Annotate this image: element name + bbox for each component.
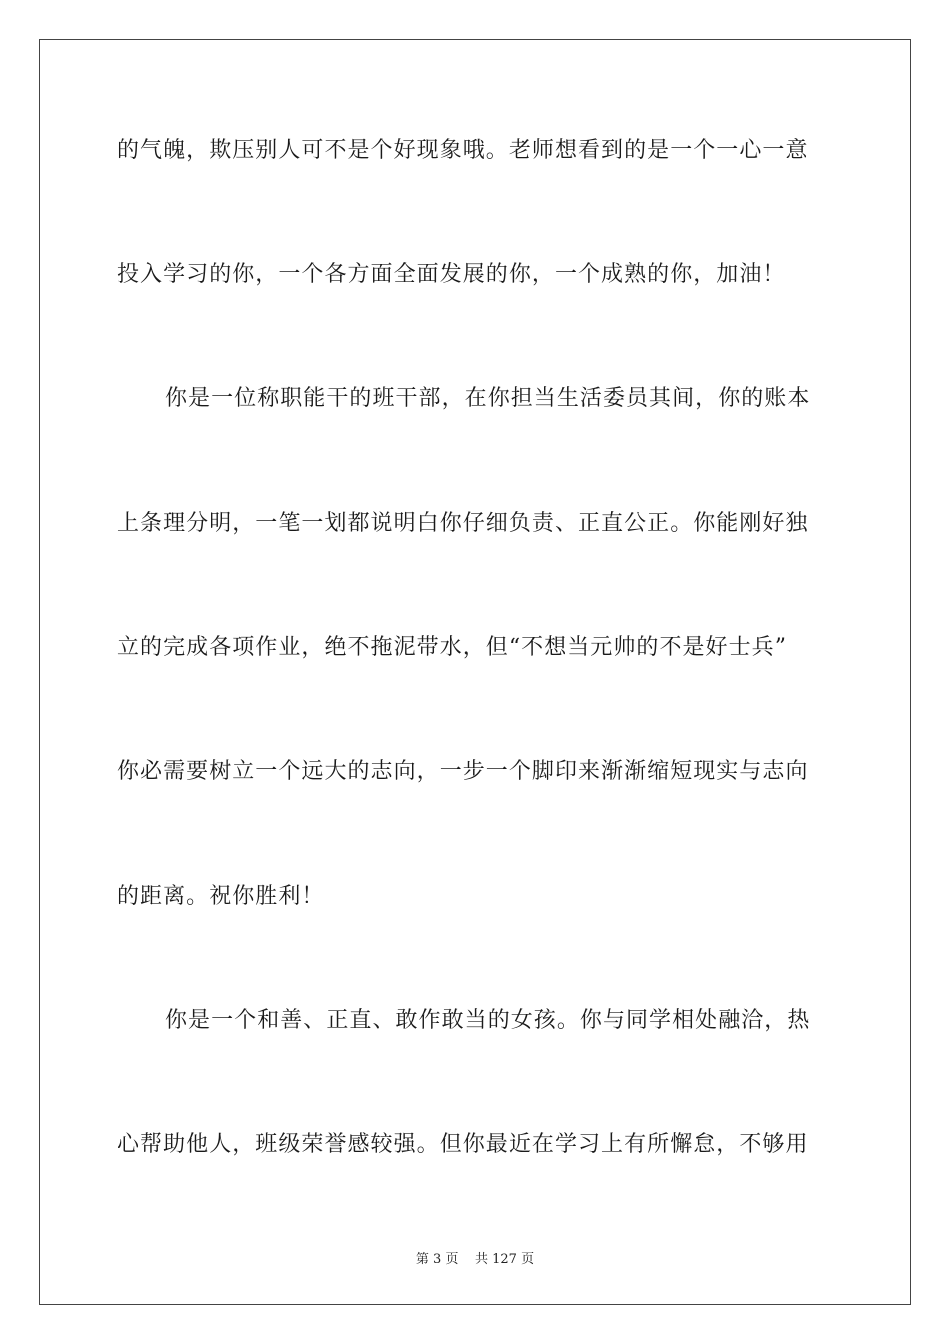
paragraph-start-line: 你是一位称职能干的班干部，在你担当生活委员其间，你的账本 xyxy=(165,386,811,411)
text-line: 立的完成各项作业，绝不拖泥带水，但“不想当元帅的不是好士兵” xyxy=(117,635,787,660)
text-line: 上条理分明，一笔一划都说明白你仔细负责、正直公正。你能刚好独 xyxy=(117,511,809,536)
paragraph-start-line: 你是一个和善、正直、敢作敢当的女孩。你与同学相处融洽，热 xyxy=(165,1008,811,1033)
text-line: 的气魄，欺压别人可不是个好现象哦。老师想看到的是一个一心一意 xyxy=(117,138,809,163)
page-number-footer: 第 3 页 共 127 页 xyxy=(415,1252,535,1267)
text-line: 投入学习的你，一个各方面全面发展的你，一个成熟的你，加油！ xyxy=(117,262,786,287)
page-border xyxy=(39,39,911,1305)
text-line: 你必需要树立一个远大的志向，一步一个脚印来渐渐缩短现实与志向 xyxy=(117,759,809,784)
text-line: 心帮助他人，班级荣誉感较强。但你最近在学习上有所懈怠，不够用 xyxy=(117,1132,809,1157)
text-line: 的距离。祝你胜利！ xyxy=(117,884,325,909)
